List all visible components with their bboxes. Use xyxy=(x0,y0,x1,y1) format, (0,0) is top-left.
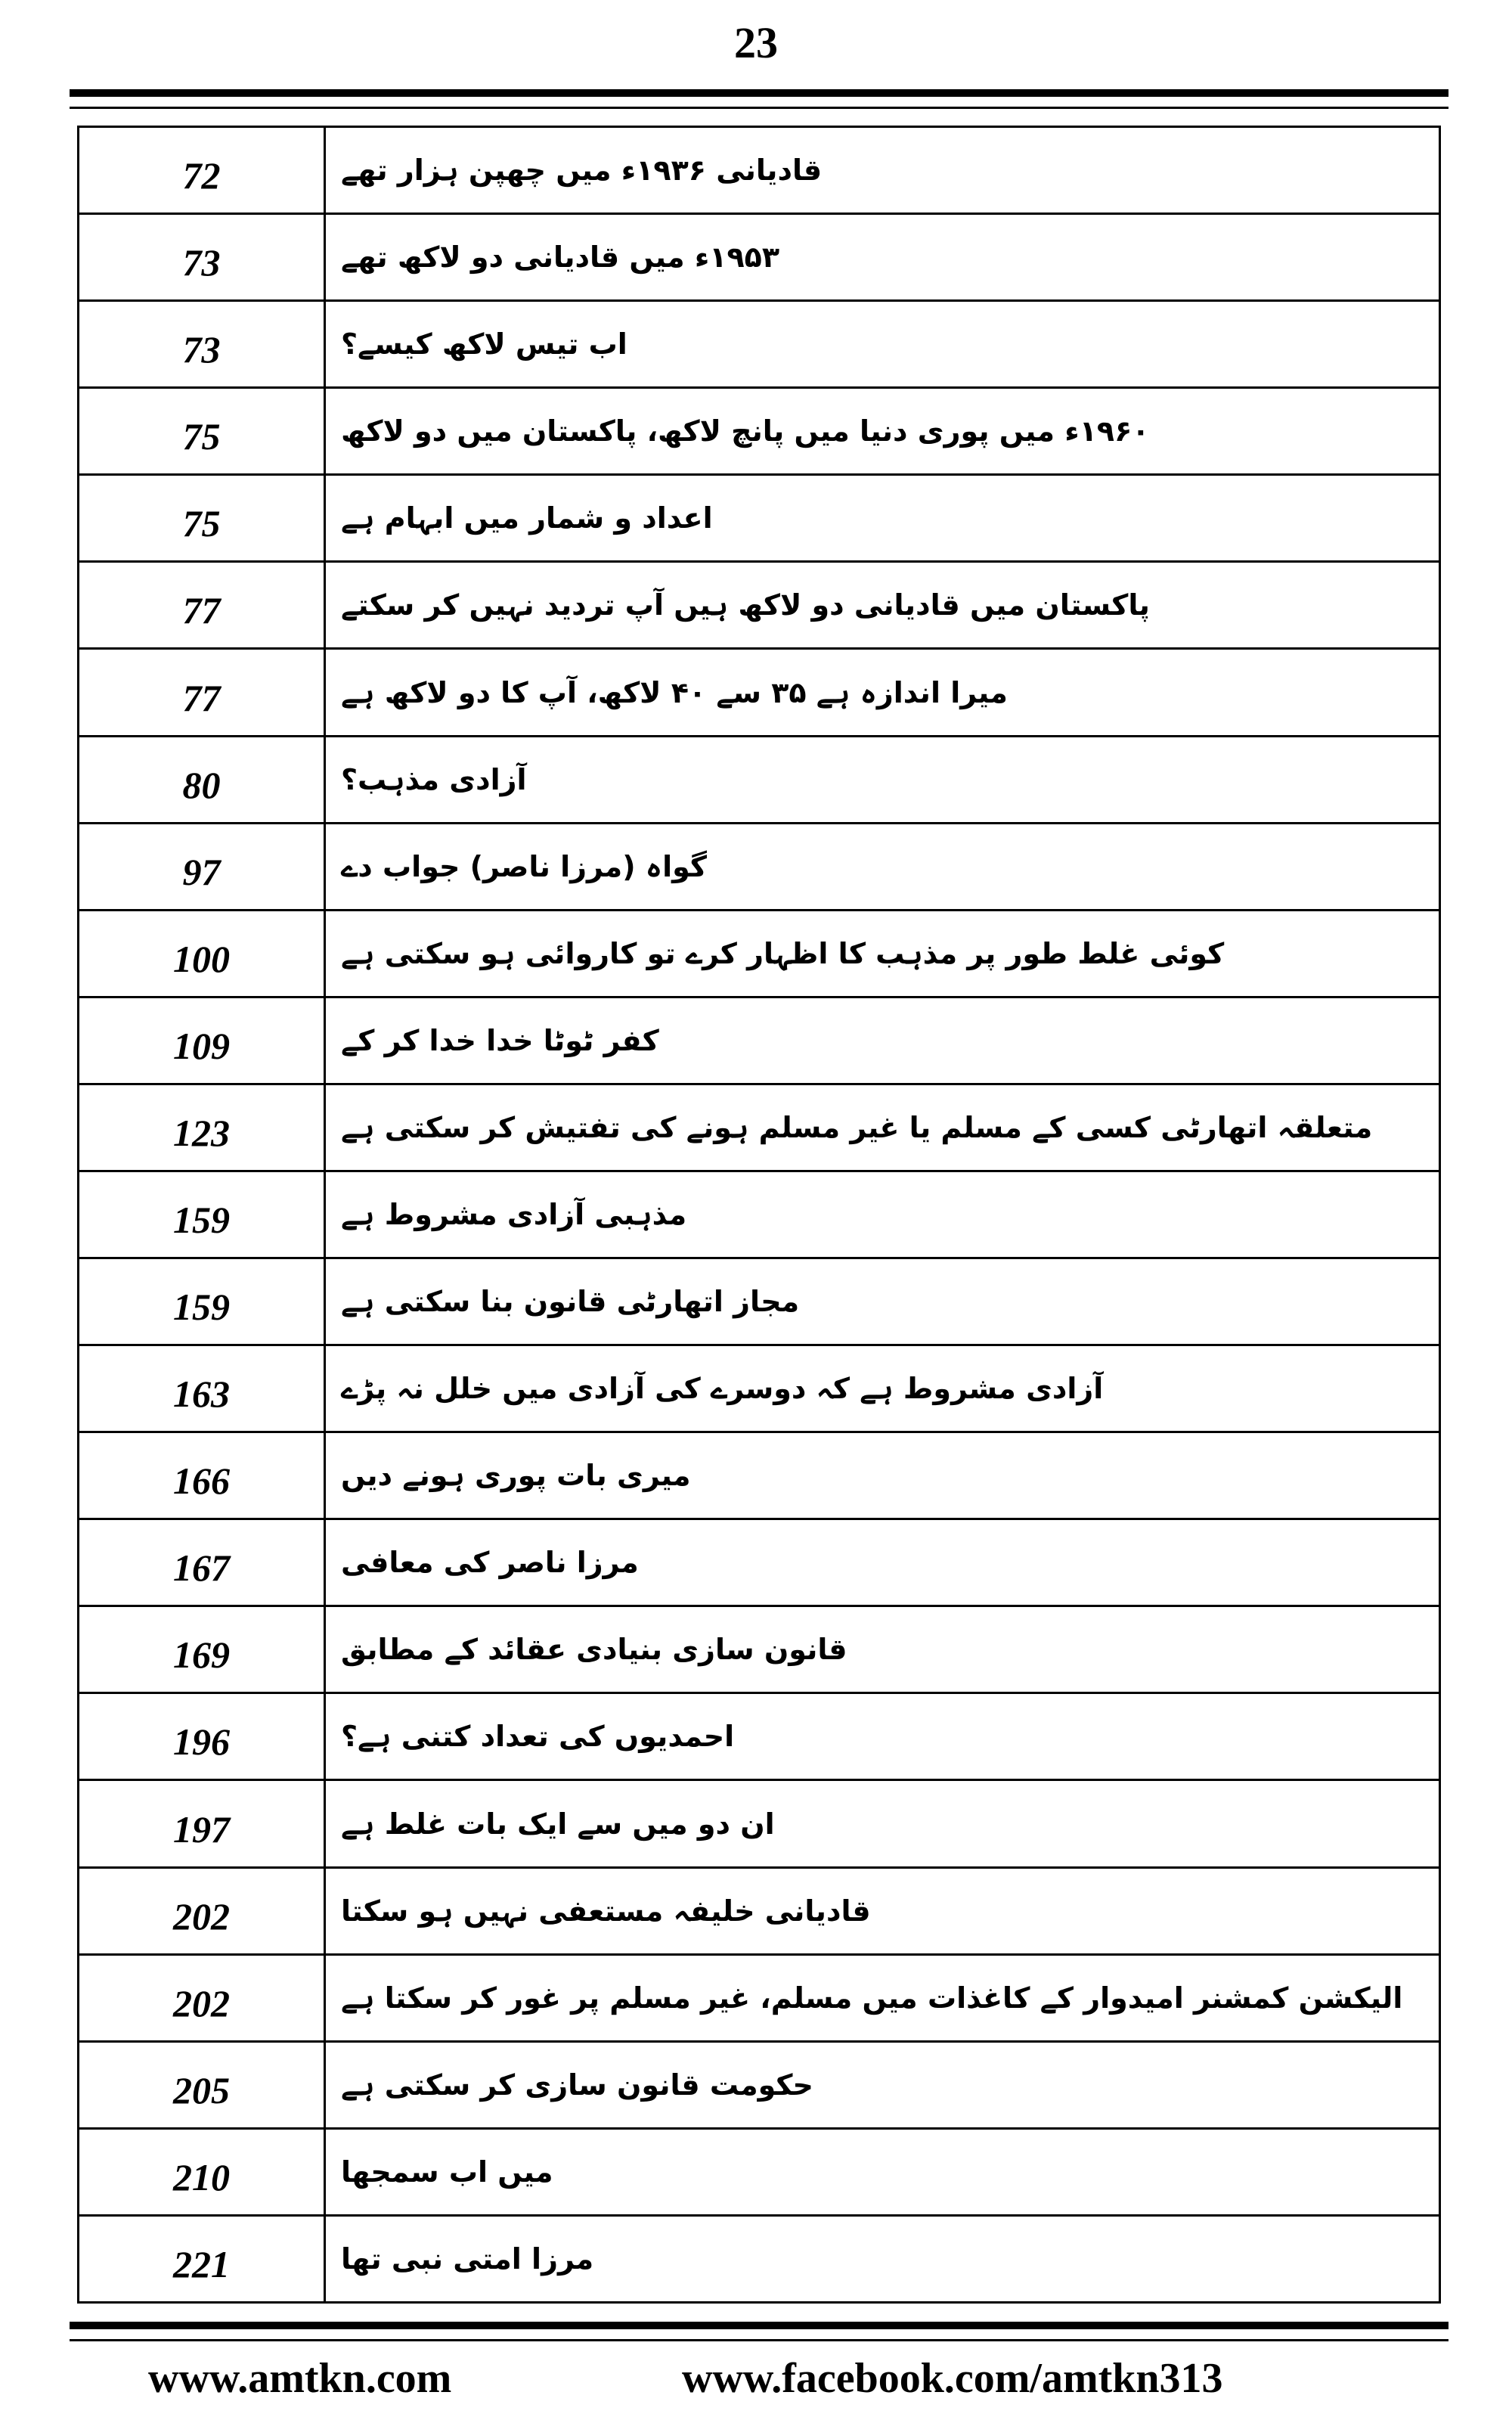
entry-title: حکومت قانون سازی کر سکتی ہے xyxy=(341,2068,813,2102)
entry-title-cell xyxy=(326,1172,1439,1257)
table-of-contents xyxy=(77,126,1441,2304)
page-number-cell: 202 xyxy=(79,1956,326,2040)
page-number-cell: 77 xyxy=(79,563,326,647)
table-row xyxy=(79,215,1439,302)
entry-title: قادیانی خلیفہ مستعفی نہیں ہو سکتا xyxy=(341,1894,871,1928)
table-row xyxy=(79,1607,1439,1694)
footer-facebook-link[interactable]: www.facebook.com/amtkn313 xyxy=(682,2355,1223,2402)
entry-title: احمدیوں کی تعداد کتنی ہے؟ xyxy=(341,1720,735,1754)
table-row xyxy=(79,389,1439,476)
entry-title: کفر ٹوٹا خدا خدا کر کے xyxy=(341,1023,659,1057)
table-row xyxy=(79,128,1439,215)
page-number-cell: 205 xyxy=(79,2043,326,2127)
entry-title: کوئی غلط طور پر مذہب کا اظہار کرے تو کاروائی ہو سکتی ہے xyxy=(341,936,1225,970)
page-number-cell: 196 xyxy=(79,1694,326,1779)
entry-title: پاکستان میں قادیانی دو لاکھ ہیں آپ تردید نہیں کر سکتے xyxy=(341,588,1150,622)
footer-rule-thick xyxy=(70,2322,1448,2329)
entry-title: اب تیس لاکھ کیسے؟ xyxy=(341,327,627,361)
page-number-cell: 169 xyxy=(79,1607,326,1692)
table-row xyxy=(79,1433,1439,1520)
table-row xyxy=(79,1346,1439,1433)
entry-title-cell xyxy=(326,2217,1439,2301)
entry-title-cell xyxy=(326,911,1439,996)
page-number-cell: 72 xyxy=(79,128,326,213)
entry-title-cell xyxy=(326,650,1439,734)
entry-title: ۱۹۶۰ء میں پوری دنیا میں پانچ لاکھ، پاکستان میں دو لاکھ xyxy=(341,414,1150,448)
entry-title-cell xyxy=(326,563,1439,647)
entry-title: میرا اندازہ ہے ۳۵ سے ۴۰ لاکھ، آپ کا دو لاکھ ہے xyxy=(341,675,1008,709)
page-number-cell: 159 xyxy=(79,1172,326,1257)
table-row xyxy=(79,998,1439,1085)
entry-title: ان دو میں سے ایک بات غلط ہے xyxy=(341,1807,775,1841)
table-row xyxy=(79,1520,1439,1607)
page-number-cell: 97 xyxy=(79,824,326,909)
entry-title: گواہ (مرزا ناصر) جواب دے xyxy=(341,849,708,883)
footer-website-link[interactable]: www.amtkn.com xyxy=(148,2355,452,2402)
table-row xyxy=(79,1869,1439,1956)
page-number-cell: 202 xyxy=(79,1869,326,1953)
page-number-cell: 75 xyxy=(79,476,326,560)
entry-title-cell xyxy=(326,824,1439,909)
page-number-cell: 197 xyxy=(79,1781,326,1866)
entry-title-cell xyxy=(326,1085,1439,1170)
table-row xyxy=(79,1259,1439,1346)
entry-title-cell xyxy=(326,476,1439,560)
entry-title: مجاز اتھارٹی قانون بنا سکتی ہے xyxy=(341,1285,800,1319)
table-row xyxy=(79,302,1439,389)
entry-title-cell xyxy=(326,1694,1439,1779)
header-rule-thin xyxy=(70,107,1448,109)
page-number-cell: 75 xyxy=(79,389,326,473)
header-rule-thick xyxy=(70,89,1448,97)
page-number-cell: 166 xyxy=(79,1433,326,1518)
page-number-cell: 123 xyxy=(79,1085,326,1170)
page-number-cell: 159 xyxy=(79,1259,326,1344)
entry-title: مرزا امتی نبی تھا xyxy=(341,2242,594,2276)
entry-title-cell xyxy=(326,1869,1439,1953)
table-row xyxy=(79,1781,1439,1868)
entry-title-cell xyxy=(326,1781,1439,1866)
entry-title-cell xyxy=(326,302,1439,386)
page-number-cell: 77 xyxy=(79,650,326,734)
table-row xyxy=(79,824,1439,911)
entry-title-cell xyxy=(326,2043,1439,2127)
entry-title-cell xyxy=(326,1607,1439,1692)
entry-title: میں اب سمجھا xyxy=(341,2155,553,2189)
table-row xyxy=(79,737,1439,824)
table-row xyxy=(79,476,1439,563)
entry-title-cell xyxy=(326,1259,1439,1344)
entry-title: متعلقہ اتھارٹی کسی کے مسلم یا غیر مسلم ہونے کی تفتیش کر سکتی ہے xyxy=(341,1110,1373,1144)
entry-title-cell xyxy=(326,1433,1439,1518)
entry-title-cell xyxy=(326,1956,1439,2040)
page-number-cell: 100 xyxy=(79,911,326,996)
page-number-cell: 109 xyxy=(79,998,326,1083)
entry-title: ۱۹۵۳ء میں قادیانی دو لاکھ تھے xyxy=(341,240,780,275)
entry-title: آزادی مشروط ہے کہ دوسرے کی آزادی میں خلل نہ پڑے xyxy=(341,1372,1104,1406)
page-number-cell: 167 xyxy=(79,1520,326,1605)
page-number-cell: 80 xyxy=(79,737,326,822)
entry-title-cell xyxy=(326,2130,1439,2214)
table-row xyxy=(79,1694,1439,1781)
entry-title-cell xyxy=(326,737,1439,822)
table-row xyxy=(79,2130,1439,2217)
entry-title-cell xyxy=(326,1346,1439,1431)
entry-title: مذہبی آزادی مشروط ہے xyxy=(341,1197,687,1231)
table-row xyxy=(79,1172,1439,1259)
entry-title: آزادی مذہب؟ xyxy=(341,762,527,796)
page-number-cell: 163 xyxy=(79,1346,326,1431)
page-number-cell: 221 xyxy=(79,2217,326,2301)
entry-title: قادیانی ۱۹۳۶ء میں چھپن ہزار تھے xyxy=(341,154,823,188)
entry-title: مرزا ناصر کی معافی xyxy=(341,1546,639,1580)
table-row xyxy=(79,1085,1439,1172)
page-number: 23 xyxy=(734,18,778,67)
footer-rule-thin xyxy=(70,2339,1448,2341)
table-row xyxy=(79,650,1439,737)
table-row xyxy=(79,2043,1439,2130)
entry-title-cell xyxy=(326,215,1439,299)
entry-title: اعداد و شمار میں ابہام ہے xyxy=(341,501,713,535)
page-number-cell: 210 xyxy=(79,2130,326,2214)
table-row xyxy=(79,1956,1439,2043)
entry-title: قانون سازی بنیادی عقائد کے مطابق xyxy=(341,1633,847,1667)
page-number-cell: 73 xyxy=(79,215,326,299)
entry-title-cell xyxy=(326,389,1439,473)
entry-title-cell xyxy=(326,998,1439,1083)
table-row xyxy=(79,911,1439,998)
table-row xyxy=(79,2217,1439,2301)
entry-title: الیکشن کمشنر امیدوار کے کاغذات میں مسلم، غیر مسلم پر غور کر سکتا ہے xyxy=(341,1981,1403,2015)
table-row xyxy=(79,563,1439,650)
entry-title: میری بات پوری ہونے دیں xyxy=(341,1459,691,1493)
page-number-cell: 73 xyxy=(79,302,326,386)
entry-title-cell xyxy=(326,1520,1439,1605)
entry-title-cell xyxy=(326,128,1439,213)
